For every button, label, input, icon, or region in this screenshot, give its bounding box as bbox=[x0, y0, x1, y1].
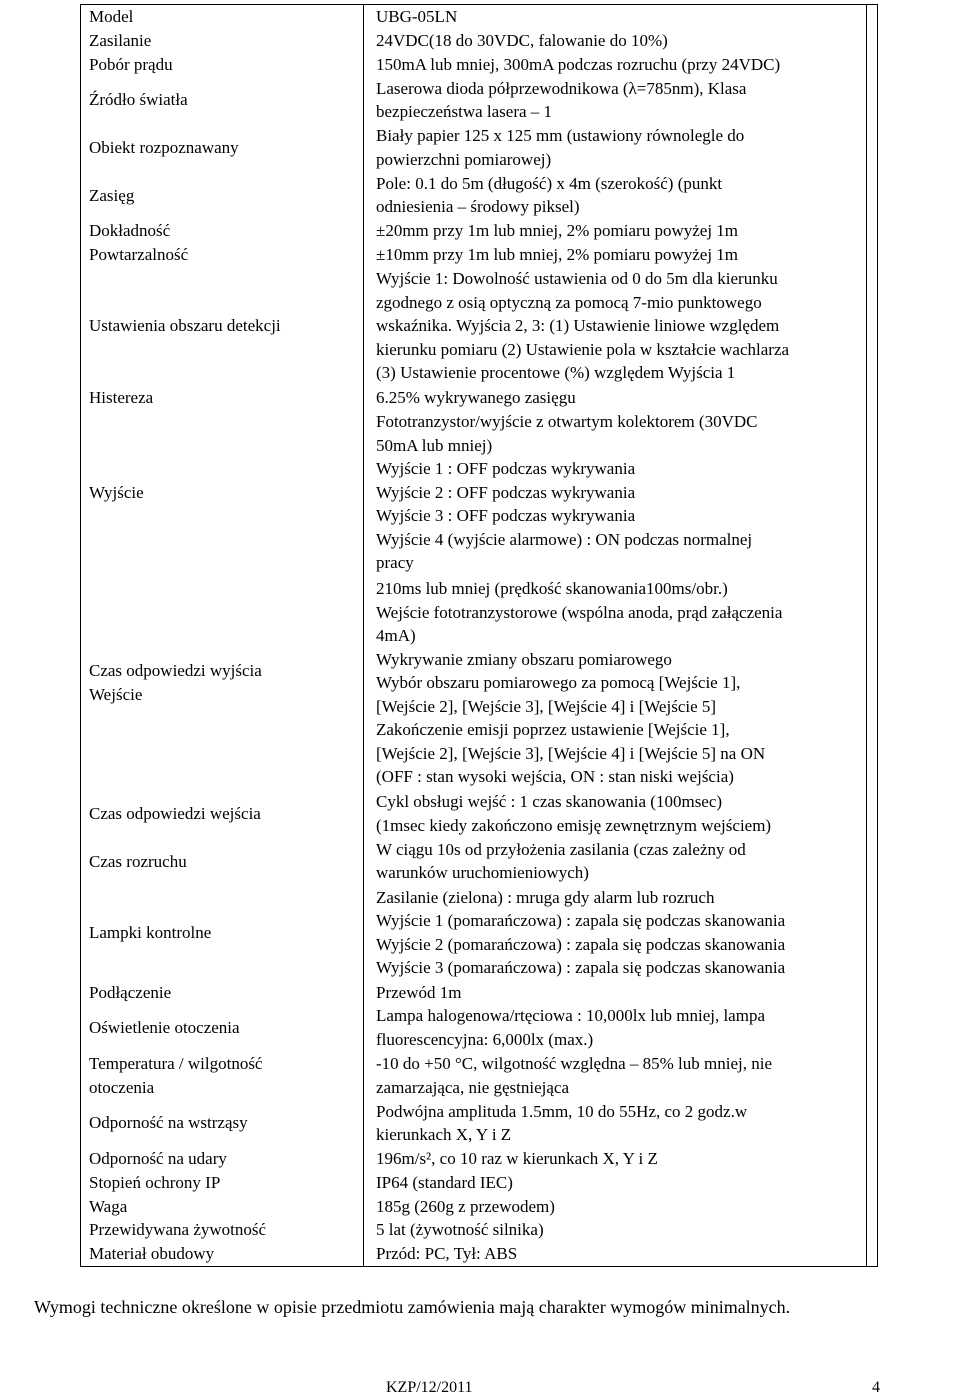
spec-row bbox=[81, 1194, 878, 1218]
spec-row bbox=[81, 838, 878, 886]
spec-label: Źródło światła bbox=[81, 76, 364, 124]
spec-value-line: IP64 (standard IEC) bbox=[376, 1172, 513, 1192]
spec-row bbox=[81, 219, 878, 243]
spec-value-line: Wyjście 1 : OFF podczas wykrywania bbox=[376, 459, 636, 479]
spec-value-line: zgodnego z osią optyczną za pomocą 7-mio punktowego bbox=[376, 292, 762, 312]
document-id: KZP/12/2011 bbox=[386, 1379, 473, 1396]
spec-value-line: 196m/s², co 10 raz w kierunkach X, Y i Z bbox=[376, 1149, 658, 1169]
spec-value bbox=[364, 386, 878, 410]
spec-label: Czas rozruchu bbox=[81, 838, 364, 886]
spec-row bbox=[81, 124, 878, 172]
spec-value-line: Cykl obsługi wejść : 1 czas skanowania (100msec) bbox=[376, 792, 723, 812]
spec-value-line: ±20mm przy 1m lub mniej, 2% pomiaru powyżej 1m bbox=[376, 221, 739, 241]
spec-label: Histereza bbox=[81, 386, 364, 410]
spec-value-line: 24VDC(18 do 30VDC, falowanie do 10%) bbox=[376, 30, 668, 50]
spec-value bbox=[364, 5, 878, 29]
spec-label: Pobór prądu bbox=[81, 53, 364, 77]
spec-value-line: Fototranzystor/wyjście z otwartym kolektorem (30VDC bbox=[376, 412, 758, 432]
spec-value bbox=[364, 885, 878, 980]
spec-row bbox=[81, 1099, 878, 1147]
spec-value-line: Wyjście 1 (pomarańczowa) : zapala się podczas skanowania bbox=[376, 911, 786, 931]
spec-row bbox=[81, 576, 878, 790]
spec-value-line: pracy bbox=[376, 553, 414, 573]
spec-value-line: Przewód 1m bbox=[376, 982, 462, 1002]
spec-label: Odporność na udary bbox=[81, 1147, 364, 1171]
spec-label: Przewidywana żywotność bbox=[81, 1218, 364, 1242]
spec-label: Zasięg bbox=[81, 172, 364, 220]
spec-label: Obiekt rozpoznawany bbox=[81, 124, 364, 172]
spec-value-line: (OFF : stan wysoki wejścia, ON : stan niski wejścia) bbox=[376, 767, 734, 787]
spec-label: Powtarzalność bbox=[81, 243, 364, 267]
spec-value bbox=[364, 1242, 878, 1267]
spec-row bbox=[81, 386, 878, 410]
spec-value-line: wskaźnika. Wyjścia 2, 3: (1) Ustawienie liniowe względem bbox=[376, 316, 780, 336]
spec-value bbox=[364, 1099, 878, 1147]
spec-row bbox=[81, 1004, 878, 1052]
spec-label: Odporność na wstrząsy bbox=[81, 1099, 364, 1147]
spec-value-line: Wybór obszaru pomiarowego za pomocą [Wejście 1], bbox=[376, 673, 741, 693]
spec-value bbox=[364, 124, 878, 172]
spec-row bbox=[81, 1052, 878, 1100]
spec-value-line: Lampa halogenowa/rtęciowa : 10,000lx lub mniej, lampa bbox=[376, 1006, 765, 1026]
spec-row bbox=[81, 790, 878, 838]
spec-label: Materiał obudowy bbox=[81, 1242, 364, 1267]
spec-value-line: Pole: 0.1 do 5m (długość) x 4m (szerokość) (punkt bbox=[376, 173, 723, 193]
spec-value bbox=[364, 1171, 878, 1195]
spec-label: Ustawienia obszaru detekcji bbox=[81, 267, 364, 386]
spec-value-line: Wyjście 2 : OFF podczas wykrywania bbox=[376, 482, 636, 502]
spec-row bbox=[81, 76, 878, 124]
spec-row bbox=[81, 29, 878, 53]
spec-value-line: [Wejście 2], [Wejście 3], [Wejście 4] i [Wejście 5] bbox=[376, 696, 717, 716]
spec-value-line: Laserowa dioda półprzewodnikowa (λ=785nm), Klasa bbox=[376, 78, 747, 98]
spec-value bbox=[364, 409, 878, 576]
spec-row bbox=[81, 267, 878, 386]
spec-value bbox=[364, 790, 878, 838]
spec-value bbox=[364, 53, 878, 77]
spec-row bbox=[81, 1147, 878, 1171]
spec-value-line: bezpieczeństwa lasera – 1 bbox=[376, 102, 553, 122]
spec-value-line: 4mA) bbox=[376, 626, 416, 646]
spec-value bbox=[364, 172, 878, 220]
spec-value-line: 5 lat (żywotność silnika) bbox=[376, 1220, 544, 1240]
spec-row bbox=[81, 885, 878, 980]
spec-value-line: Biały papier 125 x 125 mm (ustawiony równolegle do bbox=[376, 126, 745, 146]
spec-value bbox=[364, 1147, 878, 1171]
spec-label: Temperatura / wilgotność otoczenia bbox=[81, 1052, 364, 1100]
spec-label: Czas odpowiedzi wyjścia Wejście bbox=[81, 576, 364, 790]
spec-value-line: W ciągu 10s od przyłożenia zasilania (czas zależny od bbox=[376, 839, 746, 859]
specification-table bbox=[80, 4, 878, 1267]
spec-value-line: Wyjście 1: Dowolność ustawienia od 0 do 5m dla kierunku bbox=[376, 269, 778, 289]
spec-value bbox=[364, 980, 878, 1004]
spec-value-line: Wyjście 3 : OFF podczas wykrywania bbox=[376, 506, 636, 526]
spec-label: Podłączenie bbox=[81, 980, 364, 1004]
spec-value-line: kierunku pomiaru (2) Ustawienie pola w kształcie wachlarza bbox=[376, 339, 790, 359]
spec-value bbox=[364, 219, 878, 243]
spec-label: Waga bbox=[81, 1194, 364, 1218]
spec-label: Model bbox=[81, 5, 364, 29]
spec-row bbox=[81, 53, 878, 77]
spec-value-line: (3) Ustawienie procentowe (%) względem Wyjścia 1 bbox=[376, 363, 736, 383]
spec-value-line: warunków uruchomieniowych) bbox=[376, 863, 589, 883]
spec-value-line: Zasilanie (zielona) : mruga gdy alarm lub rozruch bbox=[376, 887, 715, 907]
spec-value-line: Wyjście 3 (pomarańczowa) : zapala się podczas skanowania bbox=[376, 958, 786, 978]
spec-value bbox=[364, 1194, 878, 1218]
spec-value-line: Zakończenie emisji poprzez ustawienie [Wejście 1], bbox=[376, 720, 730, 740]
spec-value bbox=[364, 838, 878, 886]
table-right-frame bbox=[866, 4, 879, 1267]
spec-value-line: fluorescencyjna: 6,000lx (max.) bbox=[376, 1029, 594, 1049]
spec-value bbox=[364, 1218, 878, 1242]
spec-value-line: Podwójna amplituda 1.5mm, 10 do 55Hz, co 2 godz.w bbox=[376, 1101, 748, 1121]
spec-label: Dokładność bbox=[81, 219, 364, 243]
spec-label: Czas odpowiedzi wejścia bbox=[81, 790, 364, 838]
spec-label: Zasilanie bbox=[81, 29, 364, 53]
spec-value-line: Wejście fototranzystorowe (wspólna anoda, prąd załączenia bbox=[376, 602, 783, 622]
spec-value-line: Wyjście 4 (wyjście alarmowe) : ON podczas normalnej bbox=[376, 529, 753, 549]
spec-value-line: UBG-05LN bbox=[376, 7, 458, 27]
spec-value-line: 6.25% wykrywanego zasięgu bbox=[376, 387, 576, 407]
specification-table-body bbox=[81, 5, 878, 1267]
page-number: 4 bbox=[872, 1379, 880, 1396]
spec-value bbox=[364, 267, 878, 386]
spec-label: Wyjście bbox=[81, 409, 364, 576]
spec-value-line: 210ms lub mniej (prędkość skanowania100ms/obr.) bbox=[376, 579, 728, 599]
requirements-note: Wymogi techniczne określone w opisie przedmiotu zamówienia mają charakter wymogów minimalnych. bbox=[34, 1297, 791, 1317]
spec-value-line: [Wejście 2], [Wejście 3], [Wejście 4] i [Wejście 5] na ON bbox=[376, 743, 766, 763]
spec-value-line: Wykrywanie zmiany obszaru pomiarowego bbox=[376, 649, 672, 669]
spec-value-line: zamarzająca, nie gęstniejąca bbox=[376, 1077, 570, 1097]
spec-value bbox=[364, 1052, 878, 1100]
spec-value-line: 185g (260g z przewodem) bbox=[376, 1196, 555, 1216]
spec-value-line: Wyjście 2 (pomarańczowa) : zapala się podczas skanowania bbox=[376, 934, 786, 954]
spec-label: Lampki kontrolne bbox=[81, 885, 364, 980]
spec-row bbox=[81, 1171, 878, 1195]
spec-row bbox=[81, 5, 878, 29]
spec-value-line: odniesienia – środowy piksel) bbox=[376, 197, 580, 217]
spec-row bbox=[81, 1242, 878, 1267]
spec-value bbox=[364, 1004, 878, 1052]
spec-row bbox=[81, 980, 878, 1004]
spec-value-line: ±10mm przy 1m lub mniej, 2% pomiaru powyżej 1m bbox=[376, 245, 739, 265]
spec-value bbox=[364, 576, 878, 790]
spec-value-line: Przód: PC, Tył: ABS bbox=[376, 1244, 518, 1264]
spec-value-line: 50mA lub mniej) bbox=[376, 435, 493, 455]
spec-value-line: (1msec kiedy zakończono emisję zewnętrznym wejściem) bbox=[376, 815, 772, 835]
spec-value bbox=[364, 76, 878, 124]
spec-label: Stopień ochrony IP bbox=[81, 1171, 364, 1195]
spec-value bbox=[364, 243, 878, 267]
spec-value bbox=[364, 29, 878, 53]
spec-value-line: 150mA lub mniej, 300mA podczas rozruchu (przy 24VDC) bbox=[376, 54, 781, 74]
spec-label: Oświetlenie otoczenia bbox=[81, 1004, 364, 1052]
spec-row bbox=[81, 1218, 878, 1242]
spec-value-line: kierunkach X, Y i Z bbox=[376, 1125, 512, 1145]
spec-row bbox=[81, 172, 878, 220]
spec-value-line: powierzchni pomiarowej) bbox=[376, 149, 552, 169]
spec-row bbox=[81, 409, 878, 576]
spec-value-line: -10 do +50 °C, wilgotność względna – 85% lub mniej, nie bbox=[376, 1054, 772, 1073]
spec-row bbox=[81, 243, 878, 267]
